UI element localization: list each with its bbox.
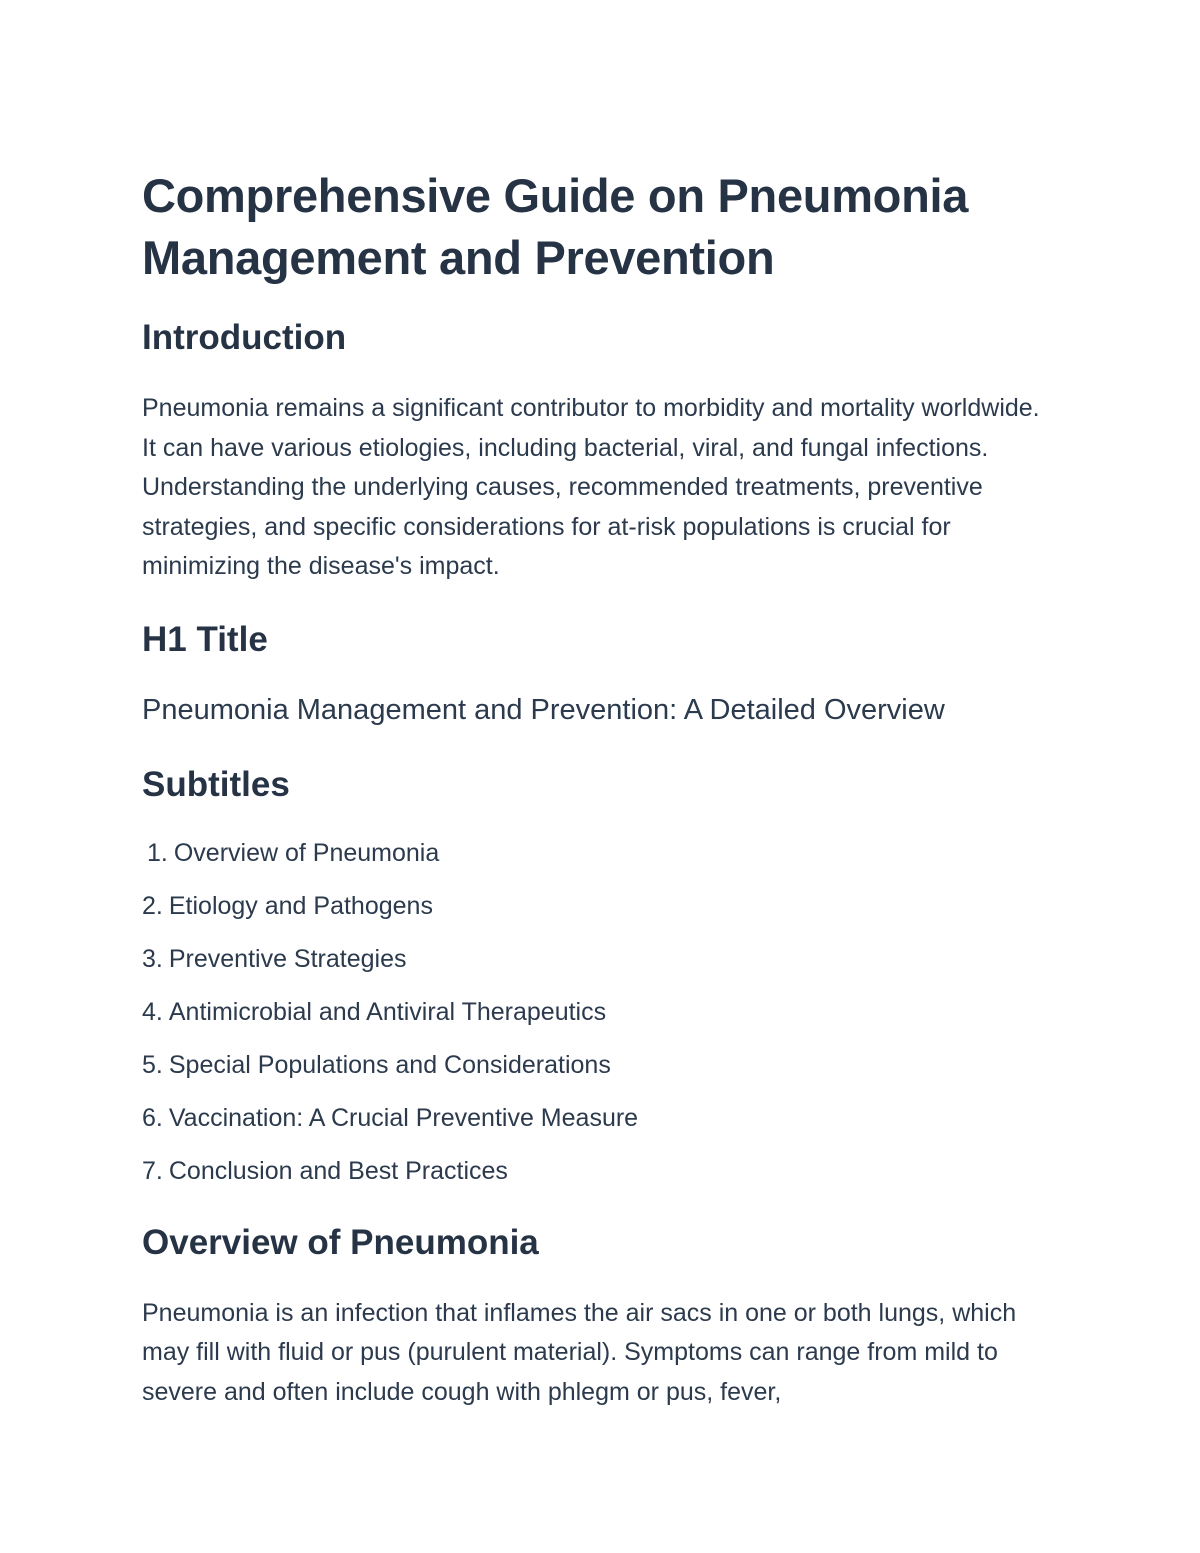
list-item-label: Vaccination: A Crucial Preventive Measure	[168, 1103, 639, 1132]
list-item-number: 3.	[142, 944, 163, 973]
document-content	[142, 165, 1052, 1412]
list-item	[142, 1145, 1052, 1198]
overview-heading: Overview of Pneumonia	[142, 1222, 539, 1262]
list-item	[142, 933, 1052, 986]
list-item-label: Special Populations and Considerations	[168, 1050, 611, 1079]
list-item	[142, 880, 1052, 933]
introduction-paragraph: Pneumonia remains a significant contributor to morbidity and mortality worldwide. It can have various etiologies, including bacterial, viral, and fungal infections. Understanding the underlying causes, recommended treatments, preventive strategies, and specific considerations for at-risk populations is crucial for minimizing the disease's impact.	[142, 394, 1040, 580]
list-item-number: 4.	[142, 997, 163, 1026]
list-item	[142, 1092, 1052, 1145]
introduction-heading: Introduction	[142, 318, 347, 357]
subtitles-heading: Subtitles	[142, 764, 290, 804]
list-item-label: Overview of Pneumonia	[173, 838, 440, 867]
list-item-number: 5.	[142, 1050, 163, 1079]
list-item	[142, 1039, 1052, 1092]
list-item-number: 2.	[142, 891, 163, 920]
list-item-label: Conclusion and Best Practices	[168, 1156, 508, 1185]
overview-paragraph: Pneumonia is an infection that inflames the air sacs in one or both lungs, which may fill with fluid or pus (purulent material). Symptoms can range from mild to severe and often include cough with phlegm or pus, fever,	[142, 1298, 1017, 1406]
document-title: Comprehensive Guide on Pneumonia Management and Prevention	[142, 169, 969, 284]
list-item-label: Antimicrobial and Antiviral Therapeutics	[168, 997, 607, 1026]
h1-title-heading: H1 Title	[142, 619, 268, 659]
list-item	[142, 827, 1052, 880]
list-item-label: Etiology and Pathogens	[168, 891, 433, 920]
list-item-label: Preventive Strategies	[168, 944, 407, 973]
subtitle-list	[142, 827, 1052, 1198]
list-item-number: 1.	[147, 838, 168, 867]
list-item-number: 6.	[142, 1103, 163, 1132]
h1-title-text: Pneumonia Management and Prevention: A Detailed Overview	[142, 693, 945, 726]
list-item	[142, 986, 1052, 1039]
list-item-number: 7.	[142, 1156, 163, 1185]
